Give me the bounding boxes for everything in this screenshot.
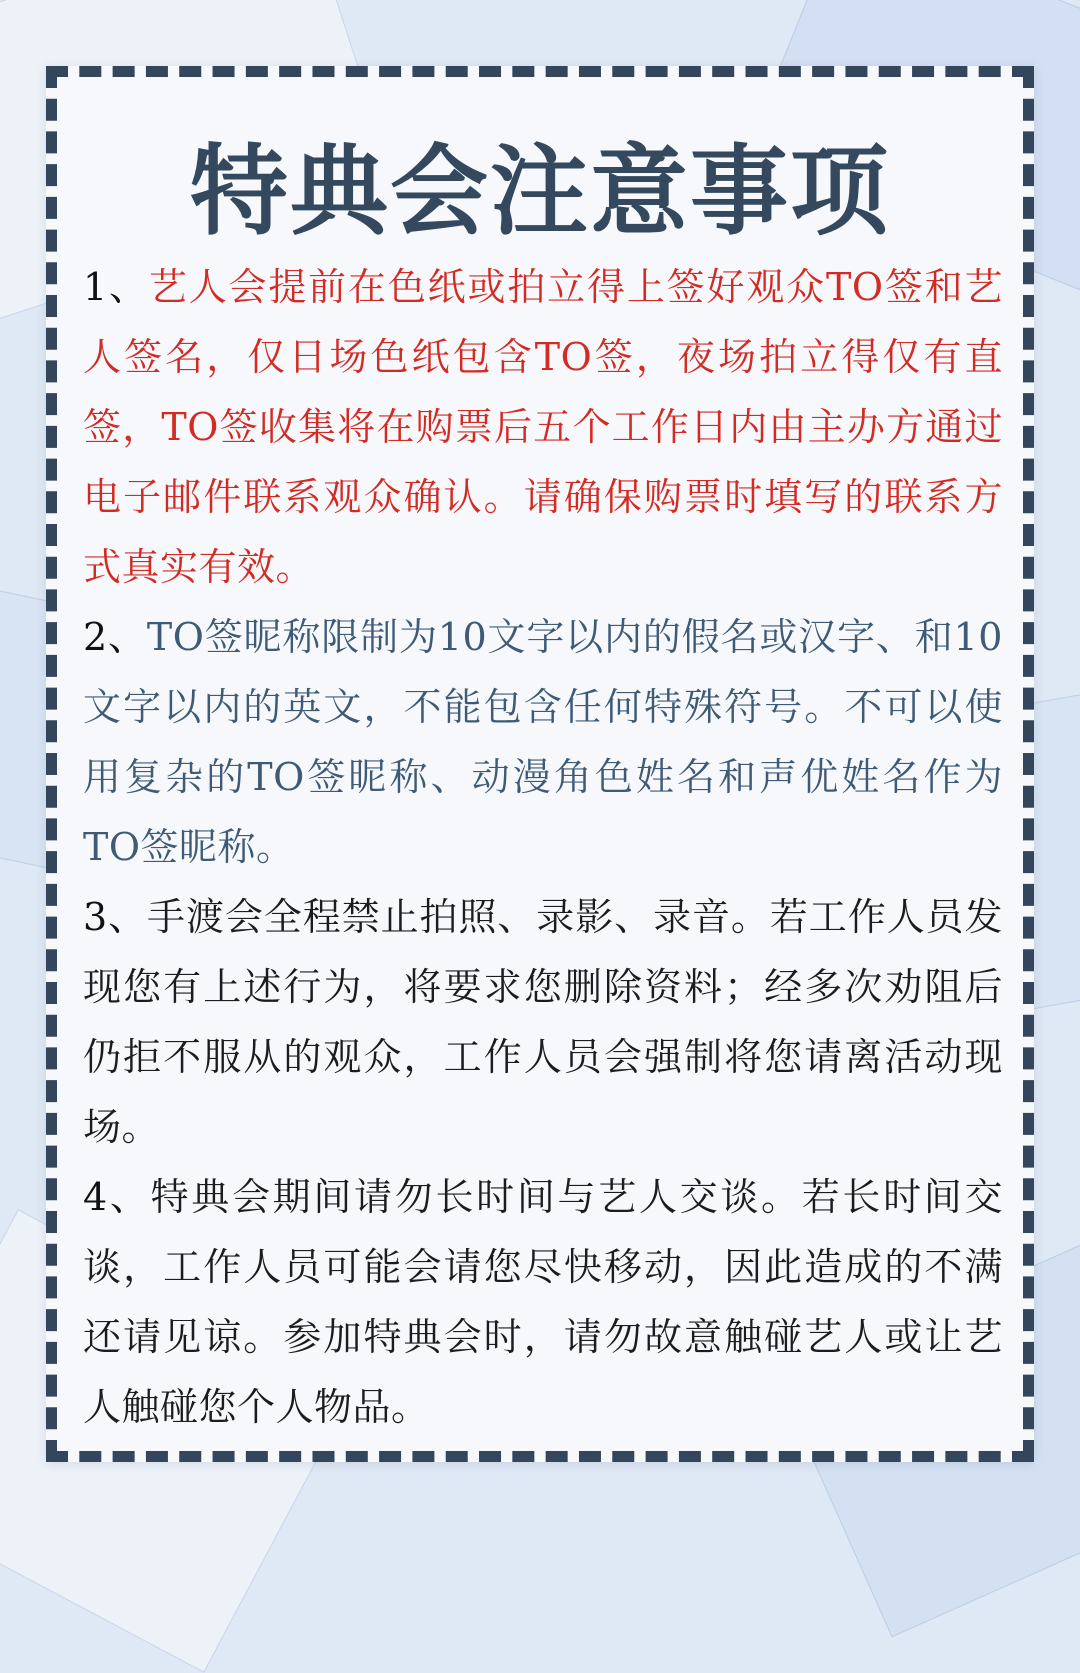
notice-item-4 — [83, 1162, 1003, 1442]
item-number: 4、 — [83, 1175, 151, 1219]
notice-list — [83, 252, 1003, 1442]
item-text: 特典会期间请勿长时间与艺人交谈。若长时间交谈，工作人员可能会请您尽快移动，因此造成的不满还请见谅。参加特典会时，请勿故意触碰艺人或让艺人触碰您个人物品。 — [83, 1175, 1003, 1429]
notice-item-3 — [83, 882, 1003, 1162]
notice-item-1 — [83, 252, 1003, 602]
item-text: 艺人会提前在色纸或拍立得上签好观众TO签和艺人签名，仅日场色纸包含TO签，夜场拍立得仅有直签，TO签收集将在购票后五个工作日内由主办方通过电子邮件联系观众确认。请确保购票时填写的联系方式真实有效。 — [83, 265, 1003, 589]
item-text: 手渡会全程禁止拍照、录影、录音。若工作人员发现您有上述行为，将要求您删除资料；经多次劝阻后仍拒不服从的观众，工作人员会强制将您请离活动现场。 — [83, 895, 1003, 1149]
notice-item-2 — [83, 602, 1003, 882]
item-text: TO签昵称限制为10文字以内的假名或汉字、和10文字以内的英文，不能包含任何特殊符号。不可以使用复杂的TO签昵称、动漫角色姓名和声优姓名作为TO签昵称。 — [83, 615, 1003, 869]
item-number: 1、 — [83, 265, 149, 309]
item-number: 3、 — [83, 895, 148, 939]
page-title: 特典会注意事项 — [189, 134, 890, 249]
notice-card — [46, 66, 1034, 1462]
item-number: 2、 — [83, 615, 147, 659]
